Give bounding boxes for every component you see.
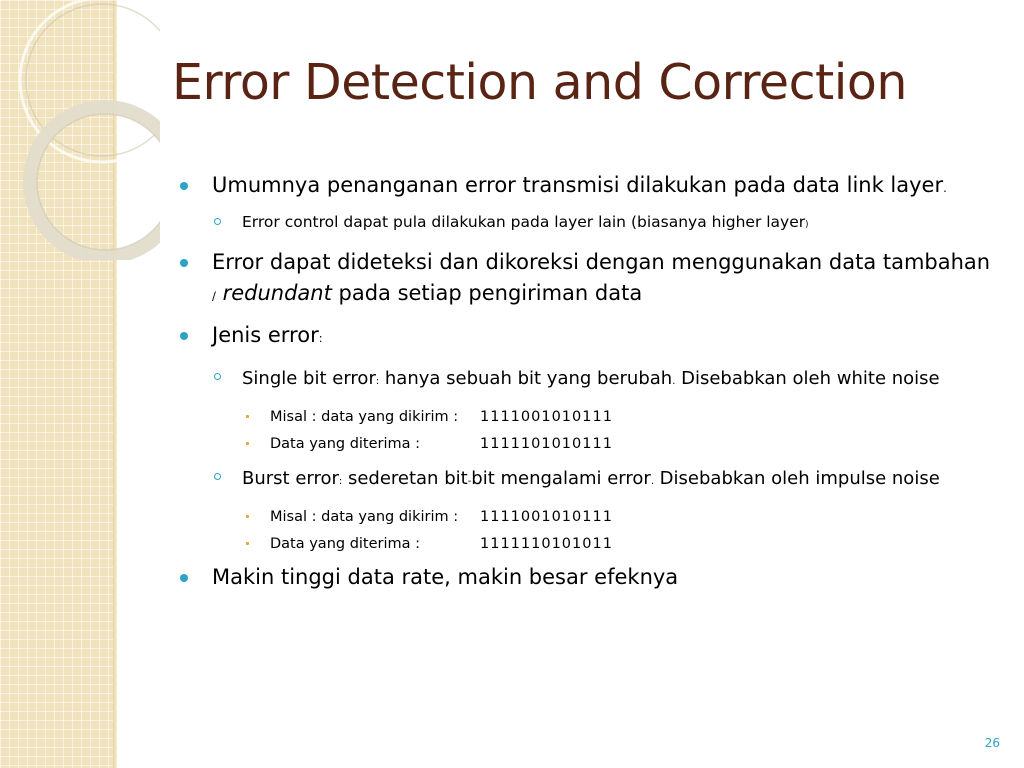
bullet-end-mark: : [318,331,323,345]
term-cause: Disebabkan oleh white noise [675,368,940,389]
sub-bullet-burst-error [180,462,1000,498]
square-bullet-icon [246,542,249,545]
example-bits: 1111110101011 [480,536,613,552]
term-dash: - [467,476,472,487]
example-bits: 1111101010111 [480,436,613,452]
bullet-text: Makin tinggi data rate, makin besar efeknya [212,565,679,589]
sub-bullet-text: Error control dapat pula dilakukan pada layer lain (biasanya higher layer [242,213,806,231]
example-bits: 1111001010111 [480,509,613,525]
bullet-dot-icon [180,574,188,582]
example-label: Misal : data yang dikirim : [270,409,459,425]
term-single-bit-error: Single bit error [242,368,376,389]
bullet-dot-icon [180,259,188,267]
term-burst-error: Burst error [242,468,339,489]
slide-content [180,170,1000,601]
example-received-data [180,431,1000,458]
term-period: . [650,476,654,487]
example-label: Data yang diterima : [270,436,421,452]
ring-bullet-icon [214,218,221,225]
term-cause: Disebabkan oleh impulse noise [653,468,940,489]
bullet-slash: / [212,289,216,303]
example-received-data [180,531,1000,558]
ring-bullet-icon [214,373,221,380]
term-description: hanya sebuah bit yang berubah [379,368,673,389]
term-description-a: sederetan bit [342,468,468,489]
sub-bullet-error-control [180,210,1000,237]
example-bits: 1111001010111 [480,409,613,425]
page-number: 26 [984,736,1000,750]
bullet-data-rate-effect [180,562,1000,593]
bullet-error-types [180,320,1000,354]
bullet-text: Jenis error [212,323,319,347]
square-bullet-icon [246,515,249,518]
term-colon: : [338,476,343,487]
slide-title: Error Detection and Correction [172,54,907,111]
term-colon: : [375,376,380,387]
bullet-redundant-data [180,247,1000,312]
ring-bullet-icon [214,473,221,480]
example-sent-data [180,504,1000,531]
bullet-end-mark: . [943,181,947,195]
term-description-b: bit mengalami error [471,468,651,489]
square-bullet-icon [246,415,249,418]
example-label: Misal : data yang dikirim : [270,509,459,525]
bullet-italic-term: redundant [222,281,332,305]
decorative-rings [0,0,160,260]
bullet-text-part1: Error dapat dideteksi dan dikoreksi dengan menggunakan data tambahan [212,250,991,274]
term-period: . [672,376,676,387]
sub-bullet-end-mark: ) [805,220,809,230]
square-bullet-icon [246,442,249,445]
example-label: Data yang diterima : [270,536,421,552]
sub-bullet-single-bit-error [180,362,1000,398]
bullet-text-part2: pada setiap pengiriman data [331,281,643,305]
bullet-dot-icon [180,182,188,190]
example-sent-data [180,404,1000,431]
bullet-text: Umumnya penanganan error transmisi dilakukan pada data link layer [212,173,944,197]
bullet-transmission-error [180,170,1000,204]
bullet-dot-icon [180,332,188,340]
